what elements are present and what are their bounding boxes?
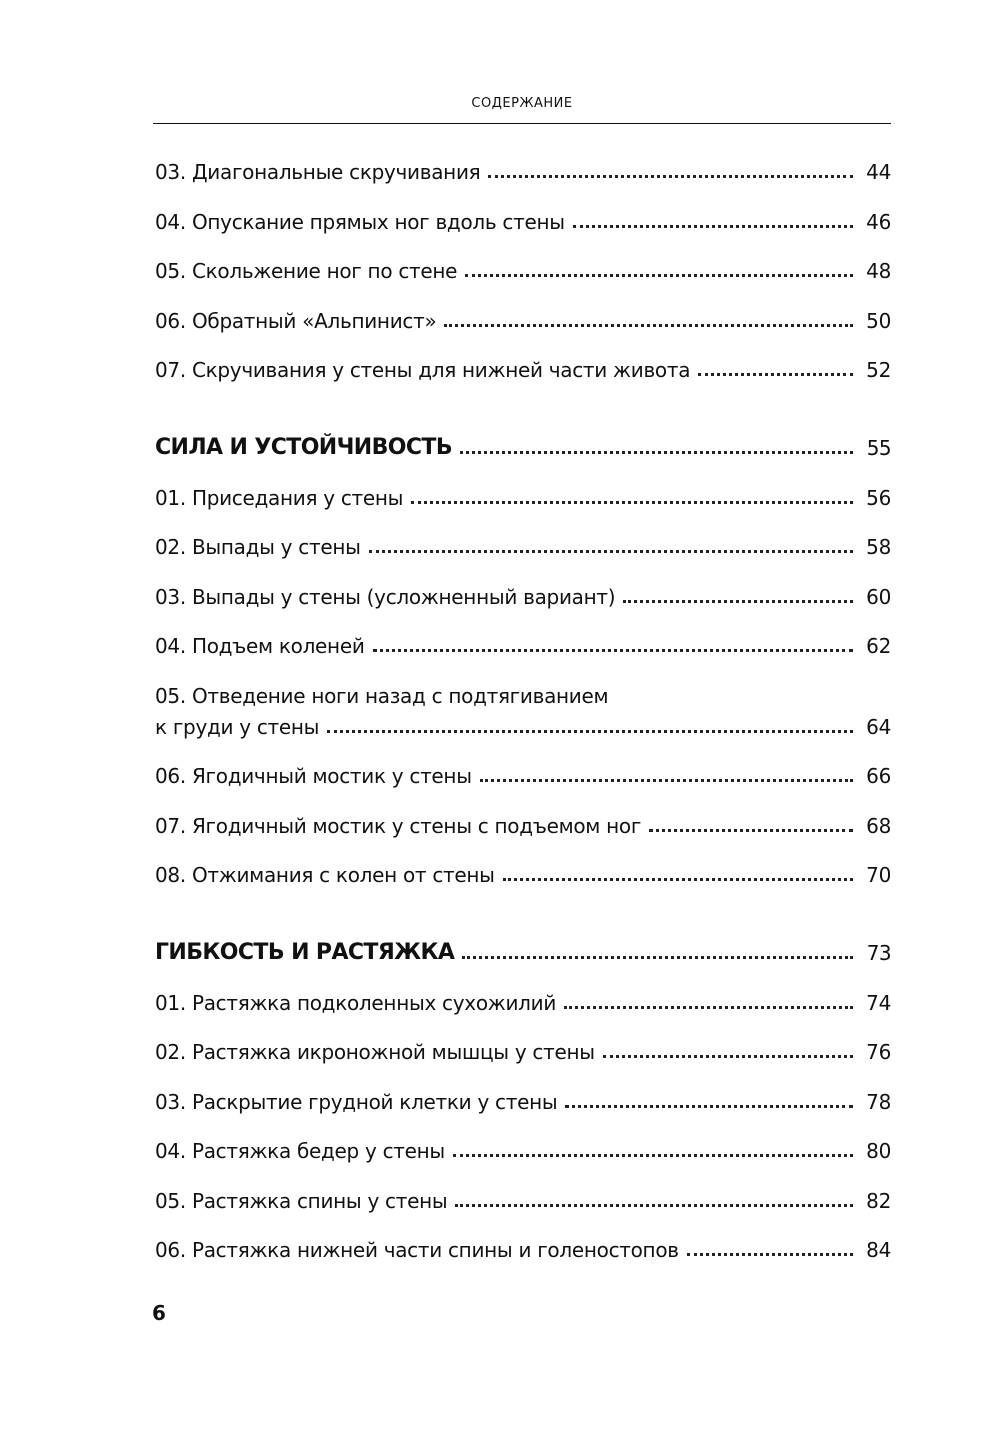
toc-entry-page: 56 (866, 485, 891, 510)
toc-entry-page: 80 (866, 1139, 891, 1163)
toc-entry[interactable] (155, 259, 891, 283)
toc-entry-title: 04. Подъем коленей (155, 634, 365, 658)
toc-entry-title: 01. Растяжка подколенных сухожилий (155, 990, 557, 1015)
running-header: СОДЕРЖАНИЕ (471, 96, 573, 111)
toc-entry-title: 07. Скручивания у стены для нижней части живота (155, 358, 691, 382)
toc-entry[interactable] (155, 1090, 891, 1114)
toc-entry-page: 52 (866, 358, 891, 382)
toc-section-page: 73 (866, 941, 891, 965)
toc-entry-title: 04. Опускание прямых ног вдоль стены (155, 209, 565, 234)
toc-entry[interactable] (155, 358, 891, 382)
dot-leader (603, 1055, 853, 1058)
toc-entry-title: 06. Растяжка нижней части спины и голеностопов (155, 1238, 679, 1262)
section-gap (155, 382, 891, 436)
toc-entry-page: 66 (866, 764, 891, 788)
toc-entry-page: 60 (866, 584, 891, 609)
toc-entry-page: 44 (866, 160, 891, 184)
toc-entry-title: 05. Скольжение ног по стене (155, 259, 458, 283)
dot-leader (460, 451, 853, 454)
toc-section-page: 55 (866, 436, 891, 460)
toc-entry-page: 74 (866, 990, 891, 1015)
toc-entry[interactable] (155, 814, 891, 838)
toc-entry[interactable] (155, 1139, 891, 1163)
toc-entry-title: 08. Отжимания с колен от стены (155, 863, 495, 887)
toc-entry[interactable] (155, 486, 891, 510)
toc-entry[interactable] (155, 535, 891, 559)
toc-entry-page: 50 (866, 308, 891, 333)
dot-leader (488, 175, 853, 178)
toc-entry-title: 05. Растяжка спины у стены (155, 1188, 448, 1213)
toc-entry-page: 64 (866, 714, 891, 739)
section-gap (155, 887, 891, 941)
toc-entry[interactable] (155, 210, 891, 234)
toc-entry-title: к груди у стены (155, 714, 320, 739)
dot-leader (444, 324, 853, 327)
toc-entry-page: 84 (866, 1238, 891, 1262)
toc-entry-page: 68 (866, 813, 891, 838)
dot-leader (462, 956, 853, 959)
toc-entry-multiline[interactable] (155, 684, 891, 739)
toc-entry[interactable] (155, 1040, 891, 1064)
toc-entry-title: 03. Диагональные скручивания (155, 160, 481, 184)
toc-entry-title-line1: 05. Отведение ноги назад с подтягиванием (155, 683, 609, 708)
toc-entry-title: 06. Ягодичный мостик у стены (155, 764, 472, 788)
toc-section-title: ГИБКОСТЬ И РАСТЯЖКА (155, 940, 455, 965)
toc-entry-title: 06. Обратный «Альпинист» (155, 308, 437, 333)
dot-leader (564, 1006, 853, 1009)
toc-entry-page: 76 (866, 1040, 891, 1064)
dot-leader (327, 730, 853, 733)
toc-entry-page: 78 (866, 1089, 891, 1114)
dot-leader (565, 1105, 853, 1108)
dot-leader (698, 373, 853, 376)
toc-entry (155, 715, 891, 739)
toc-entry-title: 07. Ягодичный мостик у стены с подъемом ног (155, 813, 642, 838)
dot-leader (455, 1204, 853, 1207)
toc-entry-page: 82 (866, 1188, 891, 1213)
dot-leader (687, 1253, 853, 1256)
dot-leader (649, 829, 853, 832)
toc-section-title: СИЛА И УСТОЙЧИВОСТЬ (155, 435, 452, 460)
table-of-contents (155, 160, 891, 1262)
toc-entry[interactable] (155, 309, 891, 333)
toc-entry[interactable] (155, 585, 891, 609)
page-number: 6 (152, 1301, 166, 1325)
dot-leader (465, 274, 853, 277)
toc-entry-title: 02. Выпады у стены (155, 535, 361, 559)
toc-entry-page: 62 (866, 634, 891, 658)
toc-entry-title: 04. Растяжка бедер у стены (155, 1139, 445, 1163)
toc-section-heading[interactable] (155, 436, 891, 460)
toc-entry[interactable] (155, 1189, 891, 1213)
dot-leader (411, 501, 853, 504)
toc-entry[interactable] (155, 634, 891, 658)
toc-entry[interactable] (155, 991, 891, 1015)
toc-entry-title: 02. Растяжка икроножной мышцы у стены (155, 1040, 595, 1064)
toc-entry-page: 70 (866, 863, 891, 887)
toc-entry[interactable] (155, 863, 891, 887)
toc-entry-page: 58 (866, 535, 891, 559)
toc-entry-title: 03. Раскрытие грудной клетки у стены (155, 1089, 558, 1114)
toc-section-heading[interactable] (155, 941, 891, 965)
dot-leader (503, 878, 853, 881)
dot-leader (480, 779, 853, 782)
header-rule (153, 123, 891, 124)
dot-leader (453, 1154, 853, 1157)
toc-entry[interactable] (155, 1238, 891, 1262)
toc-entry-title: 03. Выпады у стены (усложненный вариант) (155, 584, 616, 609)
dot-leader (623, 600, 853, 603)
toc-entry[interactable] (155, 764, 891, 788)
toc-entry-title: 01. Приседания у стены (155, 485, 404, 510)
dot-leader (573, 225, 853, 228)
toc-entry-page: 46 (866, 209, 891, 234)
toc-entry[interactable] (155, 160, 891, 184)
toc-entry-page: 48 (866, 259, 891, 283)
dot-leader (369, 550, 853, 553)
dot-leader (373, 649, 853, 652)
